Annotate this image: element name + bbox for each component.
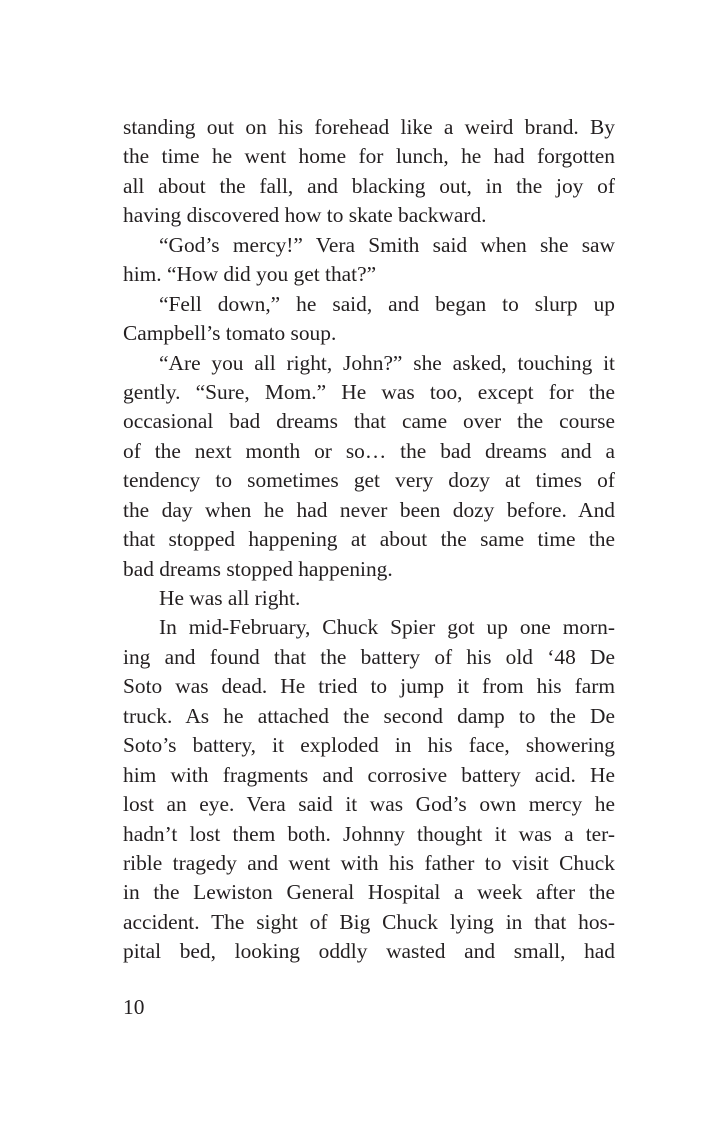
text-line: having discovered how to skate backward. xyxy=(123,203,487,228)
page-number: 10 xyxy=(123,995,145,1019)
text-line: occasional bad dreams that came over the course xyxy=(123,409,615,434)
text-line: accident. The sight of Big Chuck lying in that hos- xyxy=(123,909,615,934)
text-line: “Fell down,” he said, and began to slurp up xyxy=(159,291,615,316)
text-line: truck. As he attached the second damp to the De xyxy=(123,703,615,728)
text-line: the day when he had never been dozy before. And xyxy=(123,497,615,522)
text-line: pital bed, looking oddly wasted and small, had xyxy=(123,939,615,964)
text-line: bad dreams stopped happening. xyxy=(123,556,393,581)
text-line: gently. “Sure, Mom.” He was too, except for the xyxy=(123,379,615,404)
text-line: in the Lewiston General Hospital a week after the xyxy=(123,880,615,905)
text-line: all about the fall, and blacking out, in the joy of xyxy=(123,173,615,198)
text-line: “God’s mercy!” Vera Smith said when she saw xyxy=(159,232,615,257)
text-line: of the next month or so… the bad dreams and a xyxy=(123,438,615,463)
text-line: hadn’t lost them both. Johnny thought it was a ter- xyxy=(123,821,615,846)
body-text xyxy=(123,113,615,967)
text-line: tendency to sometimes get very dozy at times of xyxy=(123,468,615,493)
text-line: him with fragments and corrosive battery acid. He xyxy=(123,762,615,787)
text-line: ing and found that the battery of his old ‘48 De xyxy=(123,644,615,669)
text-line: lost an eye. Vera said it was God’s own mercy he xyxy=(123,792,615,817)
text-line: him. “How did you get that?” xyxy=(123,262,377,287)
text-line: standing out on his forehead like a weird brand. By xyxy=(123,115,615,139)
text-line: the time he went home for lunch, he had forgotten xyxy=(123,144,615,169)
text-line: that stopped happening at about the same time the xyxy=(123,527,615,552)
text-line: Soto was dead. He tried to jump it from his farm xyxy=(123,674,615,699)
text-line: rible tragedy and went with his father to visit Chuck xyxy=(123,850,615,875)
text-line: Soto’s battery, it exploded in his face, showering xyxy=(123,733,615,758)
text-line: “Are you all right, John?” she asked, touching it xyxy=(159,350,615,375)
text-line: He was all right. xyxy=(159,586,301,610)
text-line: Campbell’s tomato soup. xyxy=(123,321,337,346)
text-line: In mid-February, Chuck Spier got up one morn- xyxy=(159,615,615,640)
